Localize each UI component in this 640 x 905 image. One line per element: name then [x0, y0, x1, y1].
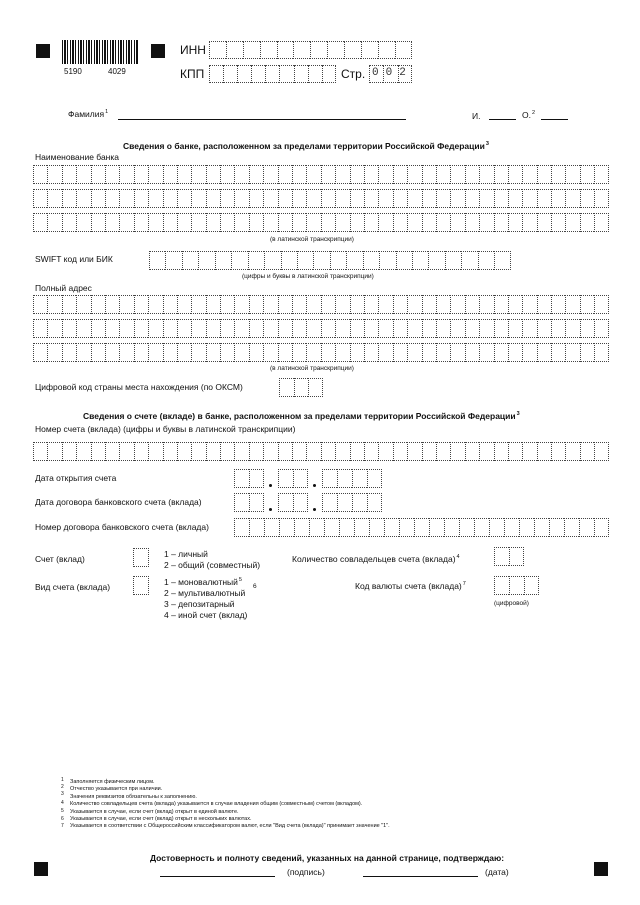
surname-field[interactable]	[118, 119, 406, 120]
open-date-label: Дата открытия счета	[35, 473, 117, 483]
initial-o-label: О.$^2$	[522, 110, 536, 120]
footnote-num-2: 2	[61, 784, 64, 790]
footnote-num-3: 3	[61, 791, 64, 797]
footnote-5: Указывается в случае, если счет (вклад) открыт в единой валюте.	[70, 808, 239, 815]
account-number-label: Номер счета (вклада) (цифры и буквы в латинской транскрипции)	[35, 424, 296, 434]
initial-o-field[interactable]	[541, 119, 568, 120]
open-date-separator-2	[313, 484, 316, 487]
address-row-2[interactable]	[33, 319, 609, 338]
contract-number-field[interactable]	[234, 518, 609, 537]
kpp-field[interactable]	[209, 65, 336, 83]
footnote-num-1: 1	[61, 777, 64, 783]
bank-name-latin-note: (в латинской транскрипции)	[270, 236, 354, 243]
corner-marker-top-mid	[151, 44, 165, 58]
open-date-separator-1	[269, 484, 272, 487]
date-field[interactable]	[363, 876, 478, 877]
country-code-field[interactable]	[279, 378, 323, 397]
address-label: Полный адрес	[35, 283, 92, 293]
footnote-7: Указывается в соответствии с Общероссийским классификатором валют, если "Вид счета (вклада)" принимает значение "1".	[70, 823, 390, 830]
co-owners-label: Количество совладельцев счета (вклада)$^4$	[292, 554, 460, 564]
footnote-3: Значения реквизитов обязательны к заполнению.	[70, 793, 197, 800]
bank-name-row-1[interactable]	[33, 165, 609, 184]
country-code-label: Цифровой код страны места нахождения (по ОКСМ)	[35, 382, 243, 392]
page-label: Стр.	[341, 67, 366, 81]
co-owners-field[interactable]	[494, 547, 524, 566]
kind-option-2: 2 – мультивалютный	[164, 588, 246, 598]
address-row-3[interactable]	[33, 343, 609, 362]
barcode-image	[62, 40, 138, 64]
kpp-label: КПП	[180, 67, 205, 81]
footnote-1: Заполняется физическим лицом.	[70, 779, 155, 785]
corner-marker-bottom-left	[34, 862, 48, 876]
swift-label: SWIFT код или БИК	[35, 254, 113, 264]
contract-date-separator-1	[269, 508, 272, 511]
address-latin-note: (в латинской транскрипции)	[270, 365, 354, 372]
contract-date-month[interactable]	[278, 493, 308, 512]
bank-section-title: Сведения о банке, расположенном за пределами территории Российской Федерации$^3$	[123, 141, 489, 151]
contract-number-label: Номер договора банковского счета (вклада)	[35, 522, 209, 532]
corner-marker-bottom-right	[594, 862, 608, 876]
footnote-4: Количество совладельцев счета (вклада) указывается в случае владения общим (совместным) счетом (вкладом).	[70, 801, 363, 808]
open-date-day[interactable]	[234, 469, 264, 488]
footnote-num-4: 4	[61, 800, 64, 806]
bank-name-row-2[interactable]	[33, 189, 609, 208]
initial-i-field[interactable]	[489, 119, 516, 120]
open-date-month[interactable]	[278, 469, 308, 488]
contract-date-day[interactable]	[234, 493, 264, 512]
surname-label: Фамилия$^1$	[68, 109, 109, 119]
footnote-6: Указывается в случае, если счет (вклад) открыт в нескольких валютах.	[70, 816, 252, 823]
initial-i-label: И.	[472, 111, 481, 121]
account-type-option-2: 2 – общий (совместный)	[164, 560, 261, 570]
kind-note-6: 6	[253, 583, 257, 590]
kind-option-1: 1 – моновалютный$^5$	[164, 577, 242, 587]
swift-field[interactable]	[149, 251, 511, 270]
inn-field[interactable]	[209, 41, 412, 59]
account-number-field[interactable]	[33, 442, 609, 461]
open-date-year[interactable]	[322, 469, 382, 488]
kind-label: Вид счета (вклада)	[35, 582, 111, 592]
kind-option-4: 4 – иной счет (вклад)	[164, 610, 248, 620]
account-type-field[interactable]	[133, 548, 149, 567]
barcode-number-left: 5190	[64, 67, 82, 76]
contract-date-label: Дата договора банковского счета (вклада)	[35, 497, 202, 507]
kind-option-3: 3 – депозитарный	[164, 599, 235, 609]
confirmation-text: Достоверность и полноту сведений, указанных на данной странице, подтверждаю:	[150, 853, 505, 863]
page-number: 002	[372, 67, 413, 79]
signature-label: (подпись)	[287, 867, 325, 877]
bank-name-row-3[interactable]	[33, 213, 609, 232]
address-row-1[interactable]	[33, 295, 609, 314]
barcode-number-right: 4029	[108, 67, 126, 76]
footnote-2: Отчество указывается при наличии.	[70, 786, 163, 793]
currency-label: Код валюты счета (вклада)$^7$	[355, 581, 466, 591]
footnote-num-6: 6	[61, 816, 64, 822]
currency-sub: (цифровой)	[494, 600, 529, 607]
contract-date-year[interactable]	[322, 493, 382, 512]
kind-field[interactable]	[133, 576, 149, 595]
footnote-num-5: 5	[61, 808, 64, 814]
swift-note: (цифры и буквы в латинской транскрипции)	[242, 273, 374, 280]
contract-date-separator-2	[313, 508, 316, 511]
account-type-option-1: 1 – личный	[164, 549, 208, 559]
corner-marker-top-left	[36, 44, 50, 58]
account-type-label: Счет (вклад)	[35, 554, 85, 564]
footnotes-list	[70, 779, 390, 831]
inn-label: ИНН	[180, 43, 206, 57]
currency-field[interactable]	[494, 576, 539, 595]
bank-name-label: Наименование банка	[35, 152, 120, 162]
signature-field[interactable]	[160, 876, 275, 877]
account-section-title: Сведения о счете (вкладе) в банке, расположенном за пределами территории Российской Федерации$^3$	[83, 411, 520, 421]
date-label: (дата)	[485, 867, 509, 877]
footnote-num-7: 7	[61, 823, 64, 829]
